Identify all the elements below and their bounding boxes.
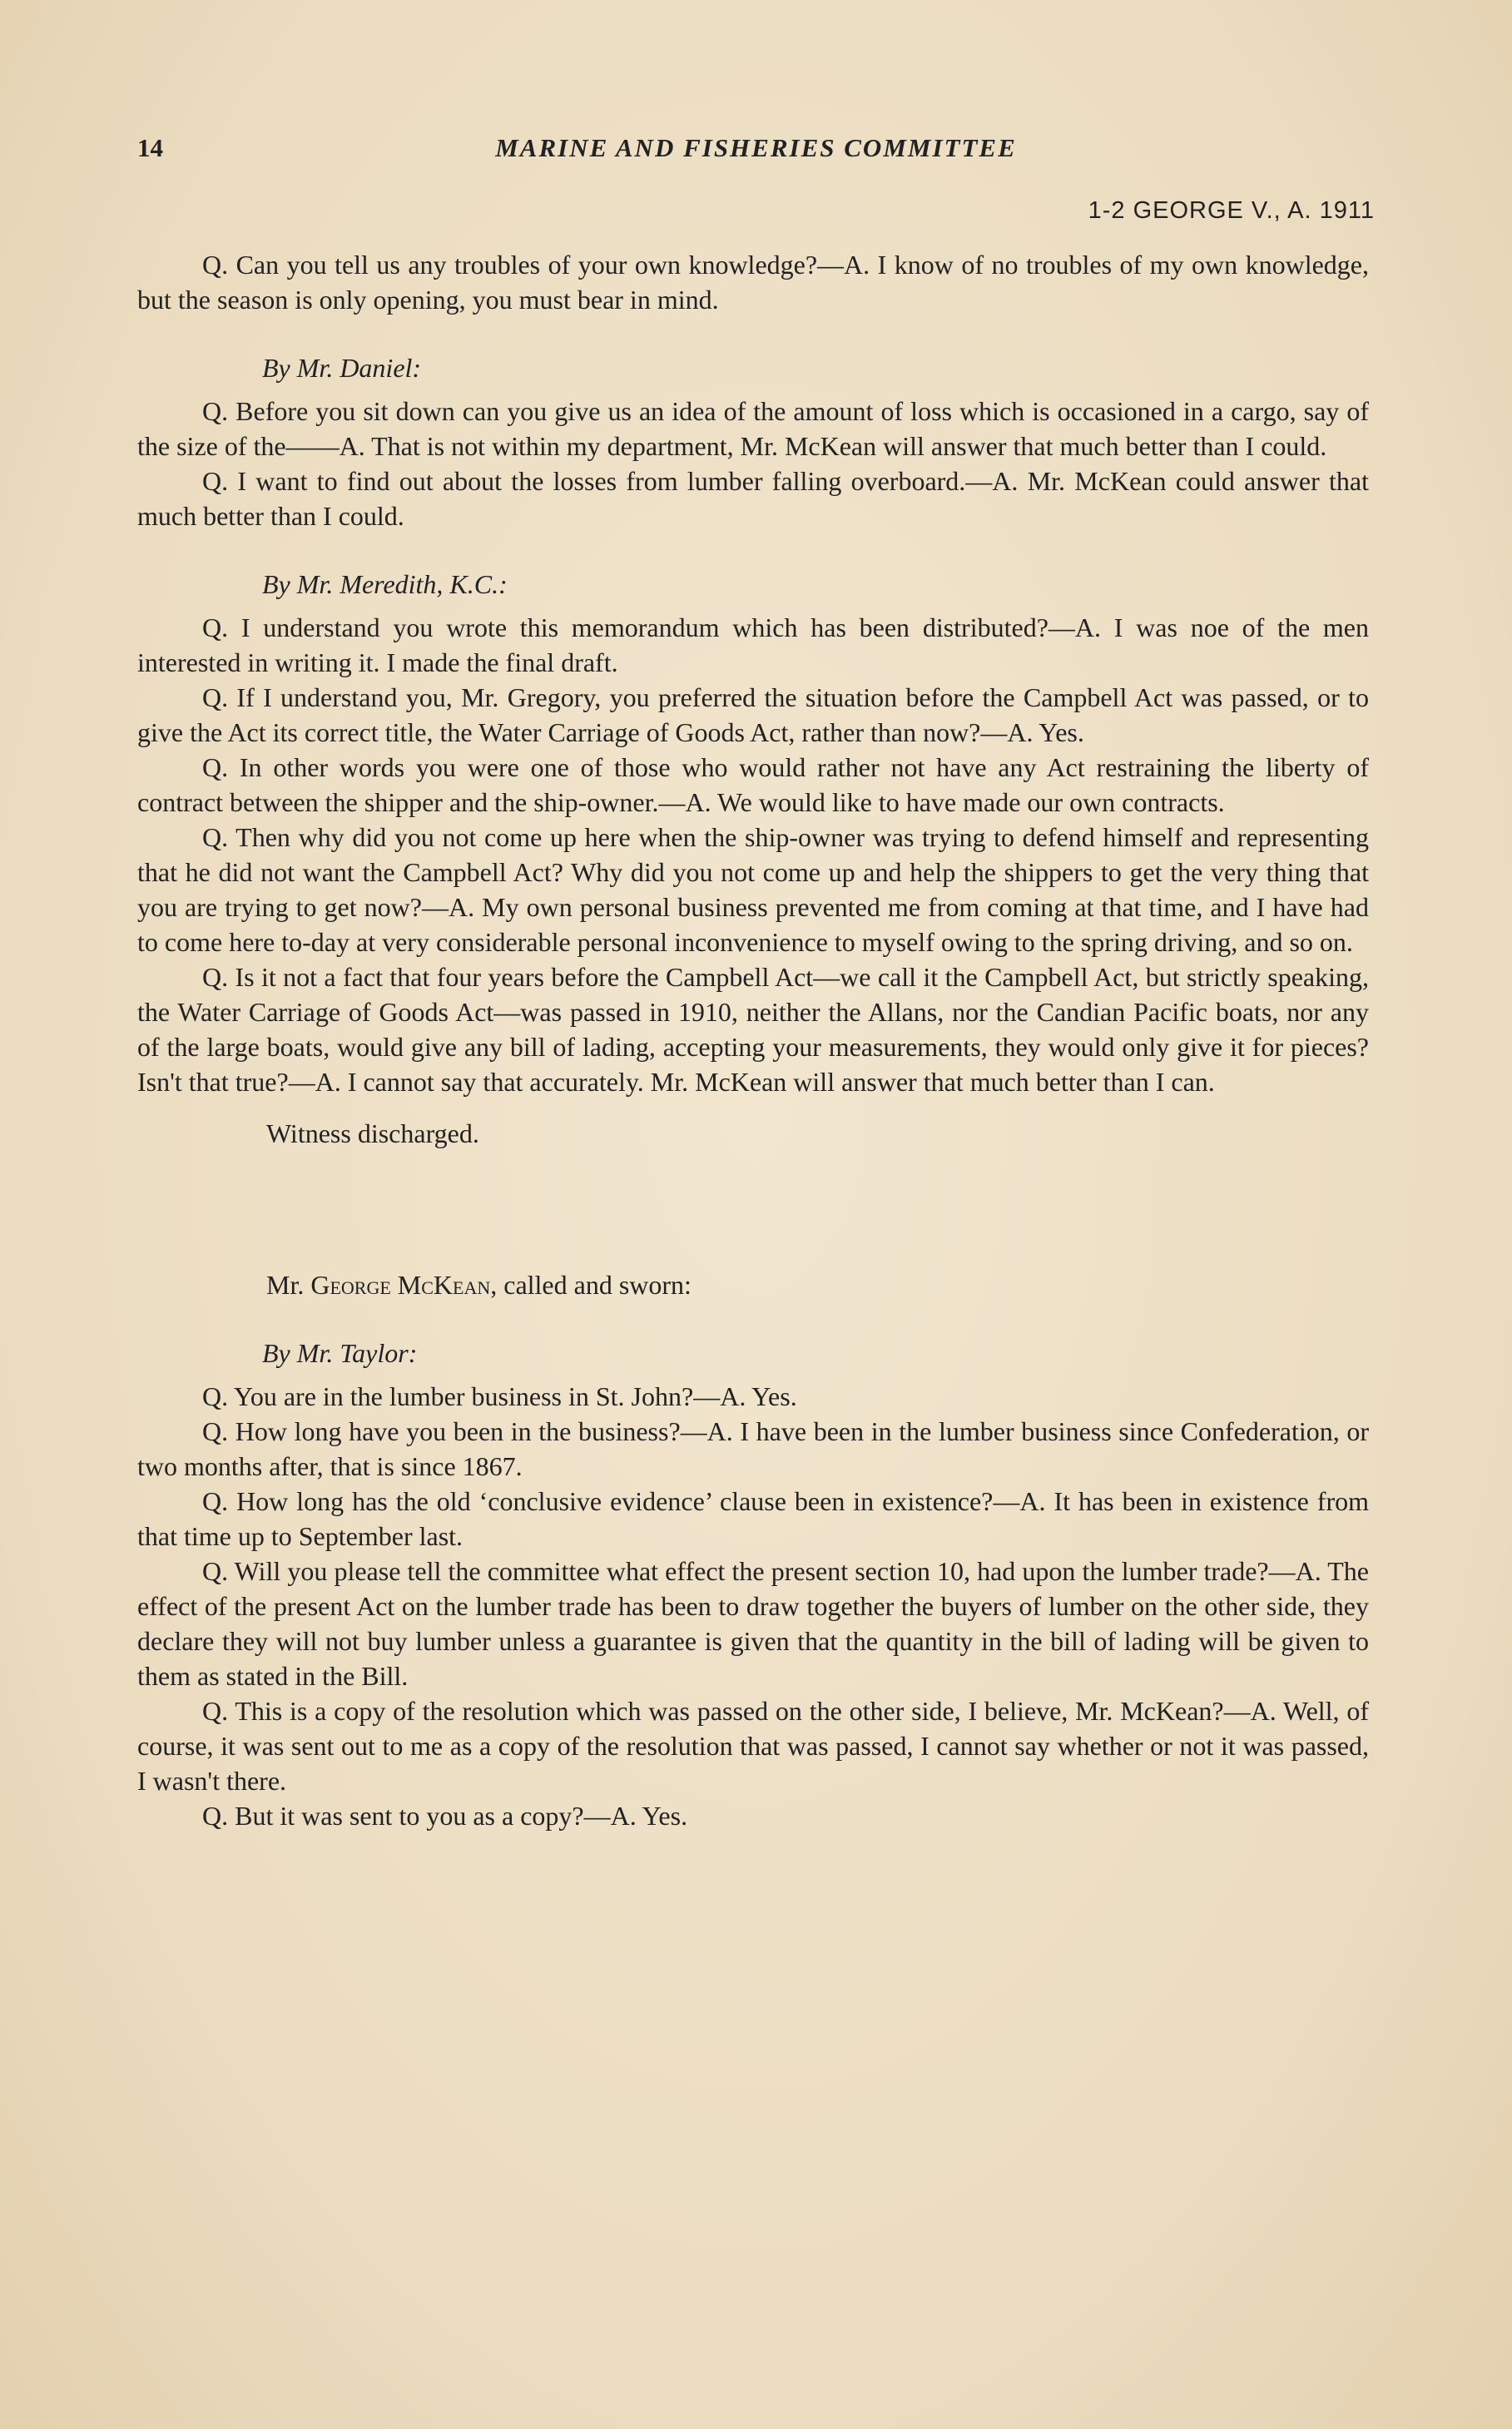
qa-paragraph: Q. Then why did you not come up here when the ship-owner was trying to defend himself and representing that he did not want the Campbell Act? Why did you not come up and help the shippers to get the very thing that you are trying to get now?—A. My own personal business prevented me from coming at that time, and I have had to come here to-day at very considerable personal inconvenience to myself owing to the spring driving, and so on. <box>137 822 1369 957</box>
qa-paragraph: Q. Can you tell us any troubles of your own knowledge?—A. I know of no troubles of my own knowledge, but the season is only opening, you must bear in mind. <box>137 250 1369 315</box>
running-title: MARINE AND FISHERIES COMMITTEE <box>495 133 1017 162</box>
witness-suffix: , called and sworn: <box>490 1270 692 1300</box>
qa-paragraph: Q. Before you sit down can you give us an idea of the amount of loss which is occasioned in a cargo, say of the size of the——A. That is not within my department, Mr. McKean will answer that much better than I could. <box>137 396 1369 461</box>
witness-discharged: Witness discharged. <box>266 1118 479 1148</box>
witness-prefix: Mr. <box>266 1270 305 1300</box>
examiner-heading: By Mr. Taylor: <box>262 1338 418 1368</box>
qa-paragraph: Q. How long have you been in the business?—A. I have been in the lumber business since Confederation, or two months after, that is since 1867. <box>137 1416 1369 1481</box>
page-number: 14 <box>137 133 163 162</box>
witness-called <box>137 1267 1369 1302</box>
qa-paragraph: Q. If I understand you, Mr. Gregory, you preferred the situation before the Campbell Act was passed, or to give the Act its correct title, the Water Carriage of Goods Act, rather than now?—A. Yes. <box>137 682 1369 747</box>
qa-paragraph: Q. You are in the lumber business in St. John?—A. Yes. <box>202 1381 797 1411</box>
body-text <box>137 247 1369 1833</box>
examiner-heading: By Mr. Daniel: <box>262 353 422 383</box>
qa-paragraph: Q. How long has the old ‘conclusive evidence’ clause been in existence?—A. It has been in existence from that time up to September last. <box>137 1486 1369 1551</box>
qa-paragraph: Q. I understand you wrote this memorandum which has been distributed?—A. I was noe of the men interested in writing it. I made the final draft. <box>137 612 1369 677</box>
page-header <box>137 133 1375 170</box>
qa-paragraph: Q. Will you please tell the committee what effect the present section 10, had upon the lumber trade?—A. The effect of the present Act on the lumber trade has been to draw together the buyers of lumber on the other side, they declare they will not buy lumber unless a guarantee is given that the quantity in the bill of lading will be given to them as stated in the Bill. <box>137 1556 1369 1691</box>
witness-name: George McKean <box>310 1270 491 1300</box>
qa-paragraph: Q. This is a copy of the resolution which was passed on the other side, I believe, Mr. McKean?—A. Well, of course, it was sent out to me as a copy of the resolution that was passed, I cannot say whether or not it was passed, I wasn't there. <box>137 1696 1369 1796</box>
qa-paragraph: Q. In other words you were one of those who would rather not have any Act restraining the liberty of contract between the shipper and the ship-owner.—A. We would like to have made our own contracts. <box>137 752 1369 817</box>
qa-paragraph: Q. I want to find out about the losses from lumber falling overboard.—A. Mr. McKean could answer that much better than I could. <box>137 466 1369 531</box>
qa-paragraph: Q. But it was sent to you as a copy?—A. Yes. <box>202 1801 688 1831</box>
examiner-heading: By Mr. Meredith, K.C.: <box>262 569 508 599</box>
session-label: 1-2 GEORGE V., A. 1911 <box>1088 197 1375 224</box>
qa-paragraph: Q. Is it not a fact that four years before the Campbell Act—we call it the Campbell Act, but strictly speaking, the Water Carriage of Goods Act—was passed in 1910, neither the Allans, nor the Candian Pacific boats, nor any of the large boats, would give any bill of lading, accepting your measurements, they would only give it for pieces? Isn't that true?—A. I cannot say that accurately. Mr. McKean will answer that much better than I can. <box>137 962 1369 1097</box>
